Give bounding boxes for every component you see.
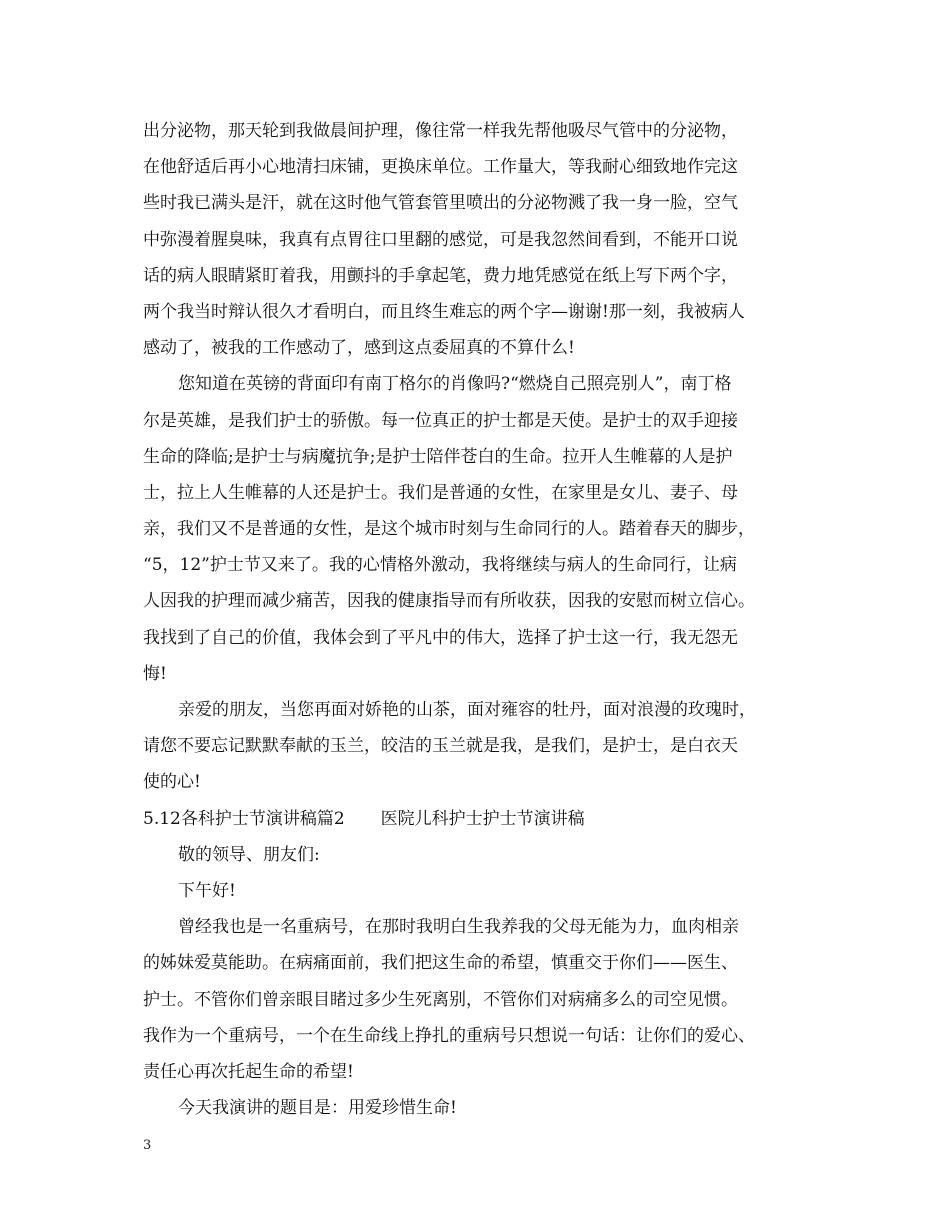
text-line: 出分泌物，那天轮到我做晨间护理，像往常一样我先帮他吸尽气管中的分泌物， <box>143 121 738 141</box>
text-line: 生命的降临;是护士与病魔抗争;是护士陪伴苍白的生命。拉开人生帷幕的人是护 <box>143 446 733 467</box>
text-line: 些时我已满头是汗，就在这时他气管套管里喷出的分泌物溅了我一身一脸，空气 <box>143 193 738 214</box>
text-line: 感动了，被我的工作感动了，感到这点委屈真的不算什么! <box>143 338 575 359</box>
text-line: 亲爱的朋友，当您再面对娇艳的山茶，面对雍容的牡丹，面对浪漫的玫瑰时， <box>178 700 756 720</box>
text-line: 敬的领导、朋友们: <box>178 844 320 865</box>
text-line: 在他舒适后再小心地清扫床铺，更换床单位。工作量大，等我耐心细致地作完这 <box>143 157 738 178</box>
text-line: 责任心再次托起生命的希望! <box>143 1061 354 1082</box>
text-line: 您知道在英镑的背面印有南丁格尔的肖像吗?“燃烧自己照亮别人”，南丁格 <box>178 374 732 395</box>
text-line: 今天我演讲的题目是：用爱珍惜生命! <box>178 1098 457 1119</box>
text-line: 的姊妹爱莫能助。在病痛面前，我们把这生命的希望，慎重交于你们——医生、 <box>143 953 738 974</box>
text-line: 护士。不管你们曾亲眼目睹过多少生死离别，不管你们对病痛多么的司空见惯。 <box>143 989 738 1010</box>
text-line: 尔是英雄，是我们护士的骄傲。每一位真正的护士都是天使。是护士的双手迎接 <box>143 410 738 431</box>
text-line: 中弥漫着腥臭味，我真有点胃往口里翻的感觉，可是我忽然间看到，不能开口说 <box>143 229 738 250</box>
text-line: 使的心! <box>143 772 201 793</box>
text-line: 请您不要忘记默默奉献的玉兰，皎洁的玉兰就是我，是我们，是护士，是白衣天 <box>143 736 738 757</box>
text-line: 下午好! <box>178 880 236 901</box>
section-heading-subtitle: 医院儿科护士护士节演讲稿 <box>380 808 585 829</box>
text-line: 悔! <box>143 663 167 684</box>
text-line: 曾经我也是一名重病号，在那时我明白生我养我的父母无能为力，血肉相亲 <box>178 917 739 938</box>
text-line: 两个我当时辩认很久才看明白，而且终生难忘的两个字—谢谢!那一刻，我被病人 <box>143 301 745 322</box>
page-number: 3 <box>143 1138 152 1153</box>
document-body <box>143 113 833 1126</box>
text-line: 话的病人眼睛紧盯着我，用颤抖的手拿起笔，费力地凭感觉在纸上写下两个字， <box>143 265 738 286</box>
text-line: 士，拉上人生帷幕的人还是护士。我们是普通的女性，在家里是女儿、妻子、母 <box>143 482 738 503</box>
text-line: 人因我的护理而减少痛苦，因我的健康指导而有所收获，因我的安慰而树立信心。 <box>143 591 755 612</box>
text-line: 我找到了自己的价值，我体会到了平凡中的伟大，选择了护士这一行，我无怨无 <box>143 627 738 648</box>
section-heading <box>143 801 833 837</box>
text-line: “5，12”护士节又来了。我的心情格外激动，我将继续与病人的生命同行，让病 <box>143 555 737 576</box>
text-line: 我作为一个重病号，一个在生命线上挣扎的重病号只想说一句话：让你们的爱心、 <box>143 1025 755 1046</box>
section-heading-title: 5.12各科护士节演讲稿篇2 <box>143 808 345 829</box>
text-line: 亲，我们又不是普通的女性，是这个城市时刻与生命同行的人。踏着春天的脚步， <box>143 519 755 540</box>
